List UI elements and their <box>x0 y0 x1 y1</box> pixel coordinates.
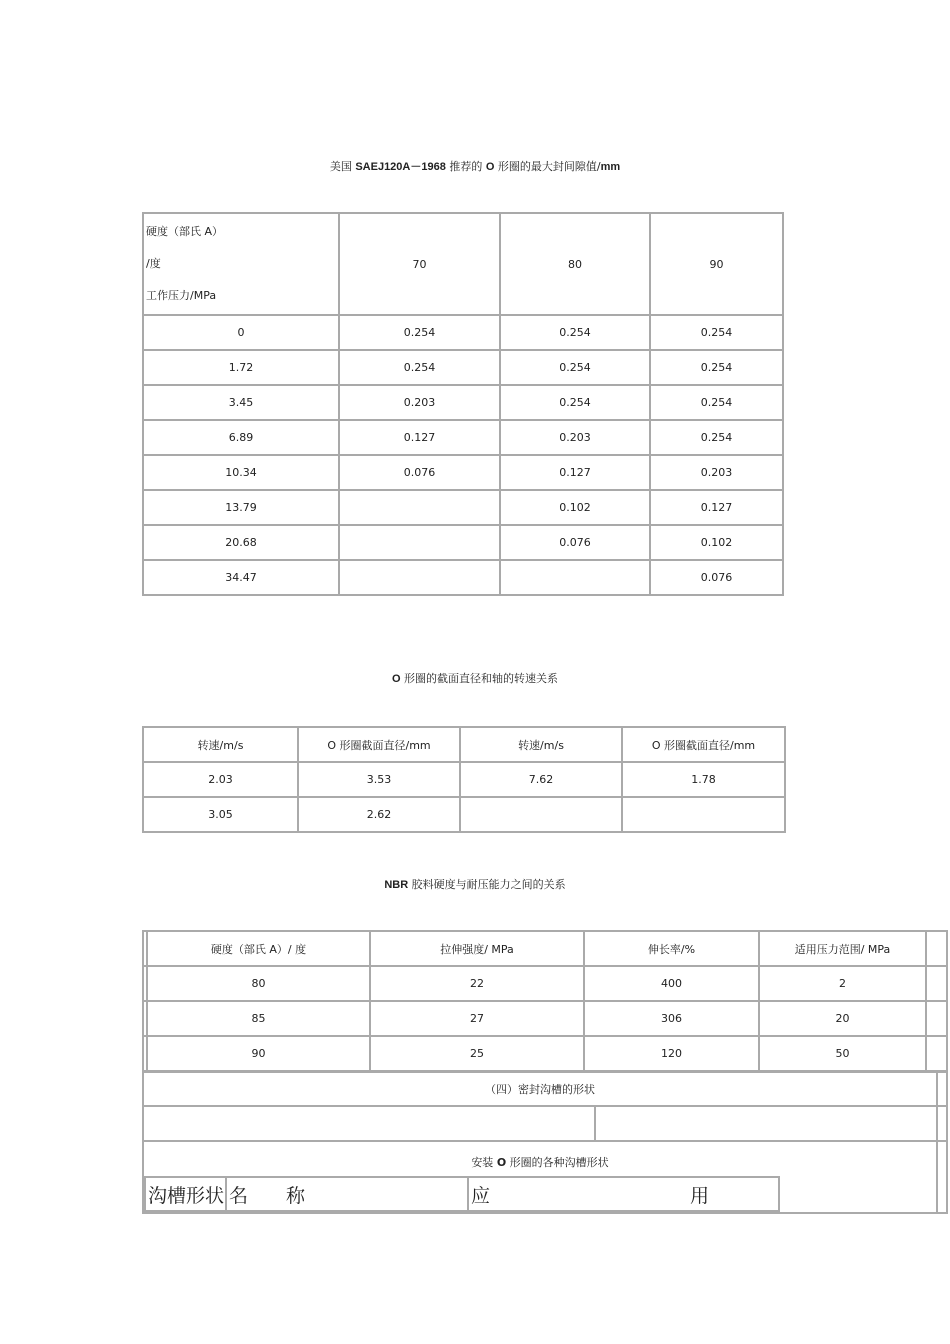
table3-title: NBR 胶料硬度与耐压能力之间的关系 <box>384 878 566 891</box>
table-cell: 85 <box>147 1001 370 1036</box>
table-cell: 27 <box>370 1001 584 1036</box>
table-row <box>143 797 785 832</box>
table-cell: 0.254 <box>339 315 500 350</box>
table-row <box>143 350 783 385</box>
section-heading: （四）密封沟槽的形状 <box>143 1072 937 1106</box>
edge-cell <box>926 966 947 1001</box>
table-cell: 20.68 <box>143 525 339 560</box>
nbr-hardness-table <box>142 930 948 1072</box>
edge-cell <box>937 1141 947 1213</box>
table-cell: 1.72 <box>143 350 339 385</box>
edge-cell <box>926 1036 947 1071</box>
edge-cell <box>926 931 947 966</box>
table-cell: 0.254 <box>650 315 783 350</box>
header-cell: O 形圈截面直径/mm <box>622 727 785 762</box>
header-cell: O 形圈截面直径/mm <box>298 727 460 762</box>
table-cell: 25 <box>370 1036 584 1071</box>
table-cell: 3.05 <box>143 797 298 832</box>
table-cell: 0.254 <box>650 385 783 420</box>
table-row <box>143 762 785 797</box>
table-cell: 400 <box>584 966 759 1001</box>
table-header-row <box>143 931 947 966</box>
table-cell: 0 <box>143 315 339 350</box>
header-cell: 转速/m/s <box>143 727 298 762</box>
edge-cell <box>937 1072 947 1106</box>
table-cell <box>339 525 500 560</box>
header-cell-groove-shape: 沟槽形状 <box>145 1177 226 1211</box>
header-cell: 转速/m/s <box>460 727 622 762</box>
empty-cell <box>143 1106 595 1141</box>
header-cell-hardness-pressure: 硬度（部氏 A） /度 工作压力/MPa <box>143 213 339 315</box>
table-cell: 2.03 <box>143 762 298 797</box>
table1-title: 美国 SAEJ120A－1968 推荐的 O 形圈的最大封间隙值/mm <box>329 160 621 173</box>
table-cell: 2.62 <box>298 797 460 832</box>
section-heading-row <box>143 1072 947 1106</box>
table-cell: 1.78 <box>622 762 785 797</box>
edge-cell <box>926 1001 947 1036</box>
table-cell: 0.203 <box>650 455 783 490</box>
table-cell: 306 <box>584 1001 759 1036</box>
groove-section-table <box>142 1071 948 1214</box>
header-cell-name: 名 称 <box>226 1177 468 1211</box>
table-cell: 80 <box>147 966 370 1001</box>
header-cell: 拉伸强度/ MPa <box>370 931 584 966</box>
table-cell: 0.076 <box>500 525 650 560</box>
empty-row <box>143 1106 947 1141</box>
table-cell: 0.254 <box>650 420 783 455</box>
table-cell <box>339 560 500 595</box>
table2-title: O 形圈的截面直径和轴的转速关系 <box>391 672 559 685</box>
table-row <box>143 560 783 595</box>
table-cell: 34.47 <box>143 560 339 595</box>
groove-shape-table <box>144 1176 780 1212</box>
edge-cell <box>937 1106 947 1141</box>
table-row <box>143 490 783 525</box>
header-cell: 硬度（部氏 A）/ 度 <box>147 931 370 966</box>
table-cell: 0.127 <box>500 455 650 490</box>
table-cell: 90 <box>147 1036 370 1071</box>
table-cell: 3.53 <box>298 762 460 797</box>
table-cell: 3.45 <box>143 385 339 420</box>
table-cell: 13.79 <box>143 490 339 525</box>
table-cell: 0.076 <box>339 455 500 490</box>
table-cell: 20 <box>759 1001 926 1036</box>
table-row <box>143 420 783 455</box>
table-header-row <box>145 1177 779 1211</box>
header-cell: 伸长率/% <box>584 931 759 966</box>
table-cell: 2 <box>759 966 926 1001</box>
table-cell: 0.102 <box>650 525 783 560</box>
table-cell: 0.076 <box>650 560 783 595</box>
groove-caption-cell <box>143 1141 937 1213</box>
table-cell: 22 <box>370 966 584 1001</box>
table-cell: 0.127 <box>650 490 783 525</box>
empty-cell <box>595 1106 937 1141</box>
speed-diameter-table <box>142 726 786 833</box>
table-cell <box>622 797 785 832</box>
gap-value-table <box>142 212 784 596</box>
table-cell: 6.89 <box>143 420 339 455</box>
header-cell-application: 应 用 <box>468 1177 779 1211</box>
table-cell: 0.254 <box>500 350 650 385</box>
table-row <box>143 455 783 490</box>
table-row <box>143 1001 947 1036</box>
header-cell: 80 <box>500 213 650 315</box>
table-cell: 7.62 <box>460 762 622 797</box>
table-cell: 0.254 <box>500 315 650 350</box>
table-row <box>143 525 783 560</box>
table-cell: 120 <box>584 1036 759 1071</box>
table-cell: 0.203 <box>500 420 650 455</box>
header-cell: 70 <box>339 213 500 315</box>
caption-row <box>143 1141 947 1213</box>
table-cell: 10.34 <box>143 455 339 490</box>
table-cell: 50 <box>759 1036 926 1071</box>
table-row <box>143 385 783 420</box>
table-cell: 0.127 <box>339 420 500 455</box>
table-header-row <box>143 727 785 762</box>
table-cell: 0.254 <box>339 350 500 385</box>
table-cell <box>460 797 622 832</box>
table-cell <box>339 490 500 525</box>
table-cell: 0.102 <box>500 490 650 525</box>
table-header-row <box>143 213 783 315</box>
table-cell <box>500 560 650 595</box>
table-cell: 0.254 <box>500 385 650 420</box>
table-row <box>143 315 783 350</box>
table-row <box>143 1036 947 1071</box>
header-cell: 适用压力范围/ MPa <box>759 931 926 966</box>
table-cell: 0.254 <box>650 350 783 385</box>
groove-caption: 安装 O 形圈的各种沟槽形状 <box>471 1156 609 1169</box>
header-cell: 90 <box>650 213 783 315</box>
table-row <box>143 966 947 1001</box>
table-cell: 0.203 <box>339 385 500 420</box>
